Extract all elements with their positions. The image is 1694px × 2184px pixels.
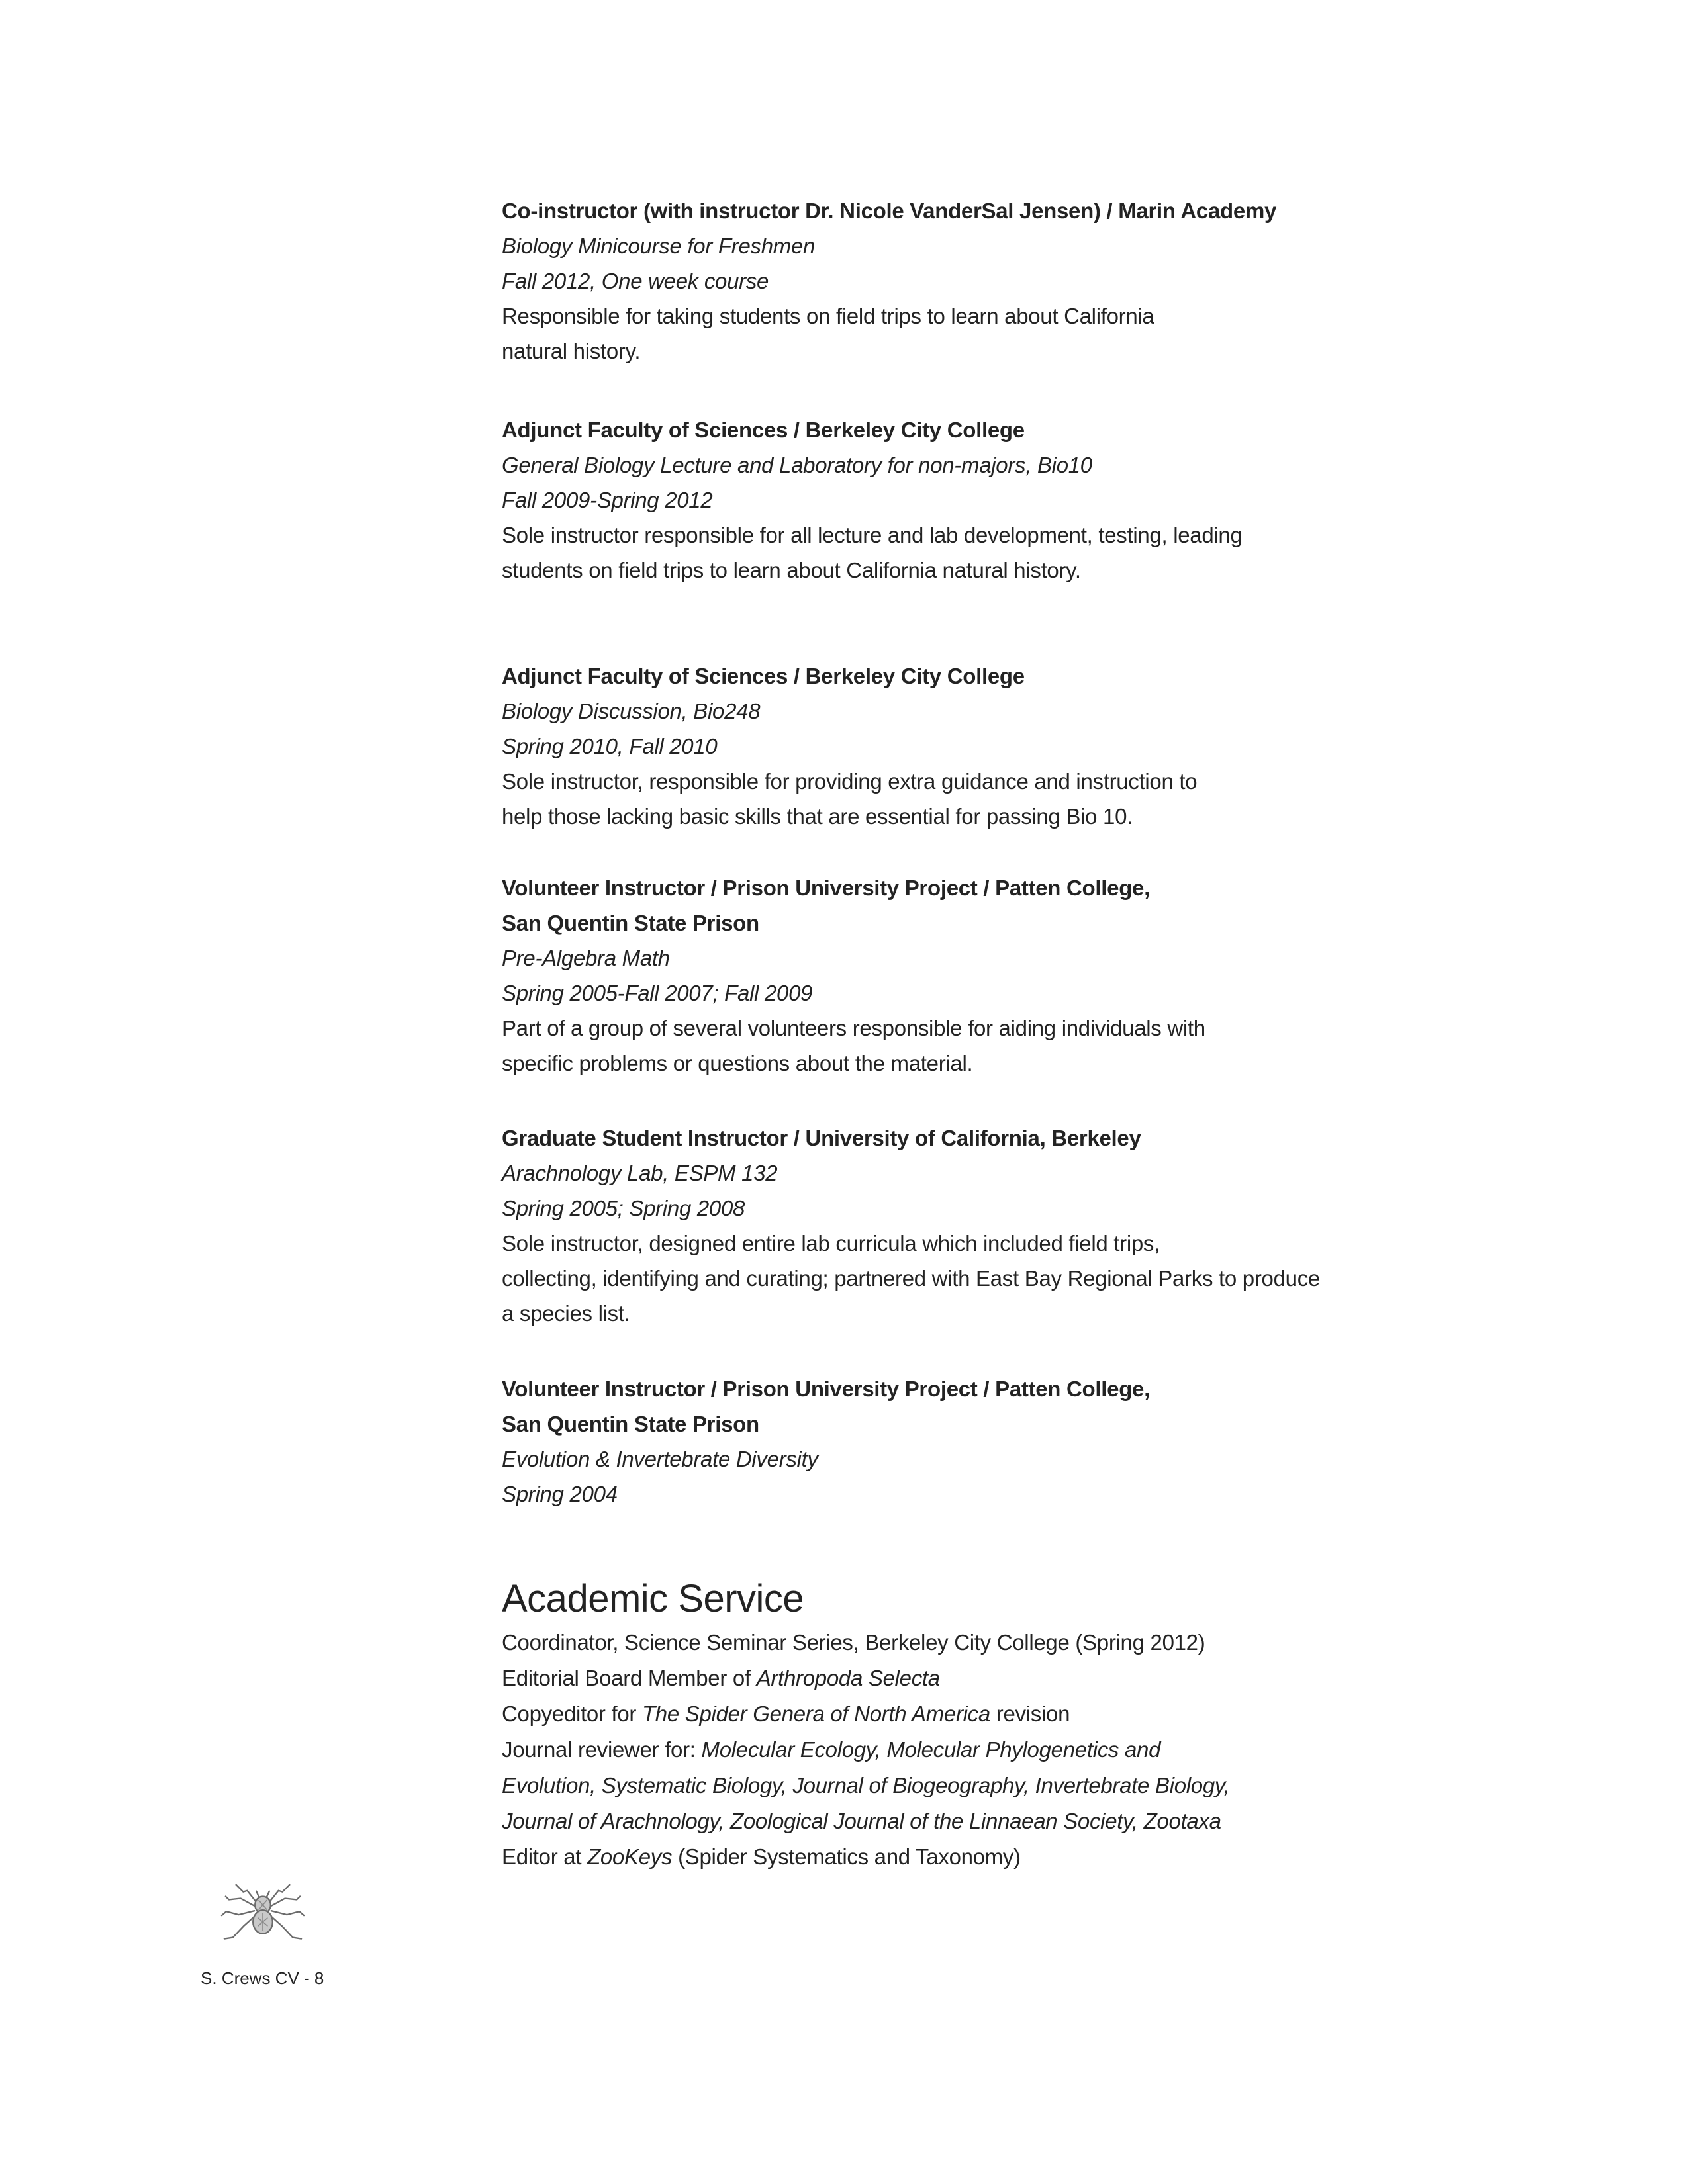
service-item-text: Editor at xyxy=(502,1844,588,1869)
entry-term: Spring 2005-Fall 2007; Fall 2009 xyxy=(502,981,813,1005)
service-item-journal: Molecular Ecology, Molecular Phylogenetics and xyxy=(701,1737,1161,1762)
entry-title: Graduate Student Instructor / University of California, Berkeley xyxy=(502,1126,1141,1150)
entry-prison-evolution xyxy=(502,1371,1587,1512)
entry-description: collecting, identifying and curating; partnered with East Bay Regional Parks to produce xyxy=(502,1266,1320,1291)
entry-course: Arachnology Lab, ESPM 132 xyxy=(502,1161,778,1185)
service-item xyxy=(502,1625,1587,1661)
academic-service-list xyxy=(502,1625,1587,1875)
entry-description: help those lacking basic skills that are essential for passing Bio 10. xyxy=(502,804,1133,829)
service-item xyxy=(502,1696,1587,1732)
entry-course: Pre-Algebra Math xyxy=(502,946,670,970)
entry-course: Biology Minicourse for Freshmen xyxy=(502,234,816,258)
entry-description: natural history. xyxy=(502,339,641,363)
service-item xyxy=(502,1661,1587,1696)
entry-prison-prealgebra xyxy=(502,870,1587,1081)
entry-title: Adjunct Faculty of Sciences / Berkeley City College xyxy=(502,418,1025,442)
service-item-journal: Evolution, Systematic Biology, Journal of Biogeography, Invertebrate Biology, xyxy=(502,1773,1230,1797)
service-item xyxy=(502,1732,1587,1768)
service-item-text: (Spider Systematics and Taxonomy) xyxy=(672,1844,1021,1869)
entry-title: Adjunct Faculty of Sciences / Berkeley City College xyxy=(502,664,1025,688)
service-item-text: Coordinator, Science Seminar Series, Berkeley City College (Spring 2012) xyxy=(502,1630,1205,1655)
academic-service-section xyxy=(502,1578,804,1619)
service-item-text: Journal reviewer for: xyxy=(502,1737,702,1762)
entry-description: Sole instructor, responsible for providing extra guidance and instruction to xyxy=(502,769,1198,794)
entry-uc-berkeley-gsi xyxy=(502,1120,1587,1331)
entry-bcc-bio10 xyxy=(502,412,1587,588)
entry-marin-academy xyxy=(502,193,1587,369)
service-item-text: revision xyxy=(990,1702,1070,1726)
service-item-text: Copyeditor for xyxy=(502,1702,642,1726)
entry-description: Sole instructor responsible for all lecture and lab development, testing, leading xyxy=(502,523,1243,547)
entry-title: San Quentin State Prison xyxy=(502,911,759,935)
entry-title: Volunteer Instructor / Prison University Project / Patten College, xyxy=(502,1377,1150,1401)
entry-title: San Quentin State Prison xyxy=(502,1412,759,1436)
entry-title: Co-instructor (with instructor Dr. Nicole VanderSal Jensen) / Marin Academy xyxy=(502,199,1277,223)
entry-bcc-bio248 xyxy=(502,659,1587,834)
service-item xyxy=(502,1768,1587,1803)
entry-term: Fall 2009-Spring 2012 xyxy=(502,488,713,512)
entry-title: Volunteer Instructor / Prison University Project / Patten College, xyxy=(502,876,1150,900)
academic-service-heading: Academic Service xyxy=(502,1577,804,1620)
service-item xyxy=(502,1839,1587,1875)
entry-description: Responsible for taking students on field trips to learn about California xyxy=(502,304,1154,328)
entry-course: General Biology Lecture and Laboratory for non-majors, Bio10 xyxy=(502,453,1092,477)
entry-term: Fall 2012, One week course xyxy=(502,269,769,293)
spider-icon xyxy=(220,1882,305,1958)
service-item xyxy=(502,1803,1587,1839)
entry-description: Part of a group of several volunteers responsible for aiding individuals with xyxy=(502,1016,1205,1040)
entry-description: students on field trips to learn about California natural history. xyxy=(502,558,1081,582)
service-item-text: Editorial Board Member of xyxy=(502,1666,757,1690)
entry-term: Spring 2010, Fall 2010 xyxy=(502,734,718,758)
entry-term: Spring 2005; Spring 2008 xyxy=(502,1196,745,1220)
footer-page-label: S. Crews CV - 8 xyxy=(201,1968,324,1988)
entry-term: Spring 2004 xyxy=(502,1482,618,1506)
entry-description: Sole instructor, designed entire lab curricula which included field trips, xyxy=(502,1231,1160,1255)
entry-course: Biology Discussion, Bio248 xyxy=(502,699,761,723)
service-item-journal: The Spider Genera of North America xyxy=(641,1702,990,1726)
entry-description: a species list. xyxy=(502,1301,630,1326)
service-item-journal: Arthropoda Selecta xyxy=(756,1666,940,1690)
service-item-journal: Journal of Arachnology, Zoological Journal of the Linnaean Society, Zootaxa xyxy=(502,1809,1221,1833)
entry-description: specific problems or questions about the material. xyxy=(502,1051,973,1075)
service-item-journal: ZooKeys xyxy=(587,1844,673,1869)
entry-course: Evolution & Invertebrate Diversity xyxy=(502,1447,818,1471)
